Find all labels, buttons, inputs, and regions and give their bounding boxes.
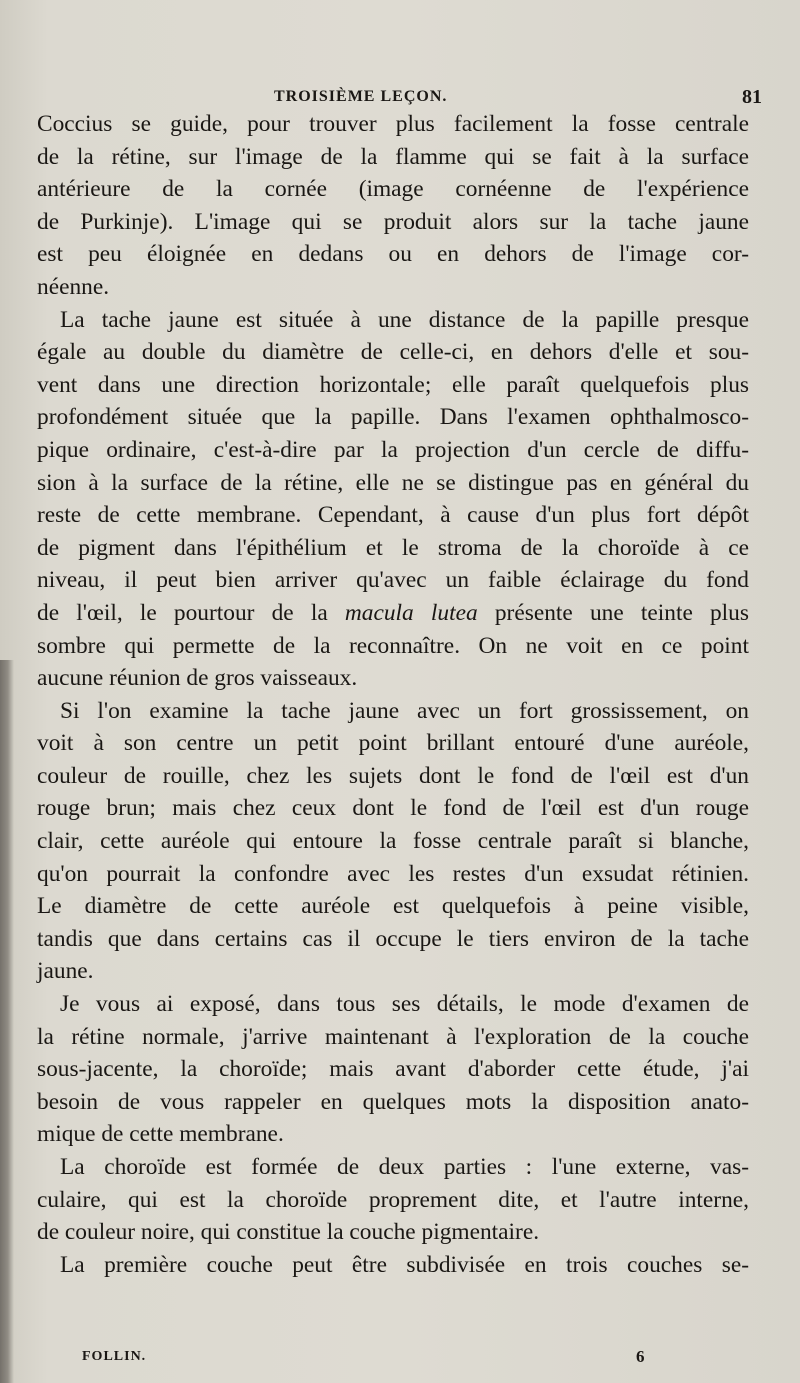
text-line: sous-jacente, la choroïde; mais avant d'aborder cette étude, j'ai xyxy=(37,1056,749,1083)
text-line: rouge brun; mais chez ceux dont le fond de l'œil est d'un rouge xyxy=(37,795,749,822)
text-line: reste de cette membrane. Cependant, à cause d'un plus fort dépôt xyxy=(37,502,749,529)
text-line: antérieure de la cornée (image cornéenne de l'expérience xyxy=(37,176,749,203)
text-line: La tache jaune est située à une distance de la papille presque xyxy=(60,306,749,333)
text-line: néenne. xyxy=(37,273,110,300)
text-line: la rétine normale, j'arrive maintenant à l'exploration de la couche xyxy=(37,1023,749,1050)
text-line: Si l'on examine la tache jaune avec un fort grossissement, on xyxy=(60,697,749,724)
text-line-with-italic xyxy=(37,597,749,630)
text-line: de Purkinje). L'image qui se produit alors sur la tache jaune xyxy=(37,208,749,235)
page-number: 81 xyxy=(742,86,762,108)
text-line: est peu éloignée en dedans ou en dehors de l'image cor- xyxy=(37,241,749,268)
signature-mark: 6 xyxy=(636,1347,645,1366)
text-line: La choroïde est formée de deux parties : l'une externe, vas- xyxy=(60,1154,749,1180)
text-line: culaire, qui est la choroïde proprement dite, et l'autre interne, xyxy=(37,1186,749,1213)
text-line: couleur de rouille, chez les sujets dont le fond de l'œil est d'un xyxy=(37,762,749,789)
page-footer xyxy=(0,1349,800,1371)
italic-term-macula-lutea: macula lutea xyxy=(344,599,478,626)
text-line: aucune réunion de gros vaisseaux. xyxy=(37,665,358,692)
text-line: Le diamètre de cette auréole est quelquefois à peine visible, xyxy=(37,893,749,920)
text-line: profondément située que la papille. Dans l'examen ophthalmosco- xyxy=(37,404,749,431)
body-text xyxy=(37,108,749,1281)
text-fragment: de l'œil, le pourtour de la xyxy=(37,599,345,626)
printer-signature: FOLLIN. xyxy=(82,1349,147,1364)
text-line: égale au double du diamètre de celle-ci, en dehors d'elle et sou- xyxy=(37,339,749,366)
text-line: voit à son centre un petit point brillant entouré d'une auréole, xyxy=(37,730,749,757)
page-edge-shadow xyxy=(0,660,14,1383)
text-line: besoin de vous rappeler en quelques mots la disposition anato- xyxy=(37,1088,749,1115)
text-line: La première couche peut être subdivisée en trois couches se- xyxy=(60,1251,749,1278)
text-line: tandis que dans certains cas il occupe le tiers environ de la tache xyxy=(37,925,749,952)
text-line: mique de cette membrane. xyxy=(37,1121,284,1148)
text-fragment: présente une teinte plus xyxy=(477,599,749,626)
text-line: qu'on pourrait la confondre avec les restes d'un exsudat rétinien. xyxy=(37,860,749,887)
text-line: pique ordinaire, c'est-à-dire par la projection d'un cercle de diffu- xyxy=(37,436,749,463)
text-line: jaune. xyxy=(37,958,94,985)
text-line: Je vous ai exposé, dans tous ses détails, le mode d'examen de xyxy=(60,991,749,1018)
running-head: TROISIÈME LEÇON. xyxy=(274,88,448,105)
text-line: Coccius se guide, pour trouver plus facilement la fosse centrale xyxy=(37,111,749,137)
text-line: de pigment dans l'épithélium et le stroma de la choroïde à ce xyxy=(37,534,749,561)
text-line: clair, cette auréole qui entoure la fosse centrale paraît si blanche, xyxy=(37,828,749,855)
text-line: de couleur noire, qui constitue la couche pigmentaire. xyxy=(37,1219,540,1246)
text-line: niveau, il peut bien arriver qu'avec un faible éclairage du fond xyxy=(37,567,749,594)
text-line: vent dans une direction horizontale; elle paraît quelquefois plus xyxy=(37,371,749,398)
text-line: sombre qui permette de la reconnaître. On ne voit en ce point xyxy=(37,632,749,659)
text-line: sion à la surface de la rétine, elle ne se distingue pas en général du xyxy=(37,469,749,496)
text-line: de la rétine, sur l'image de la flamme qui se fait à la surface xyxy=(37,143,749,170)
